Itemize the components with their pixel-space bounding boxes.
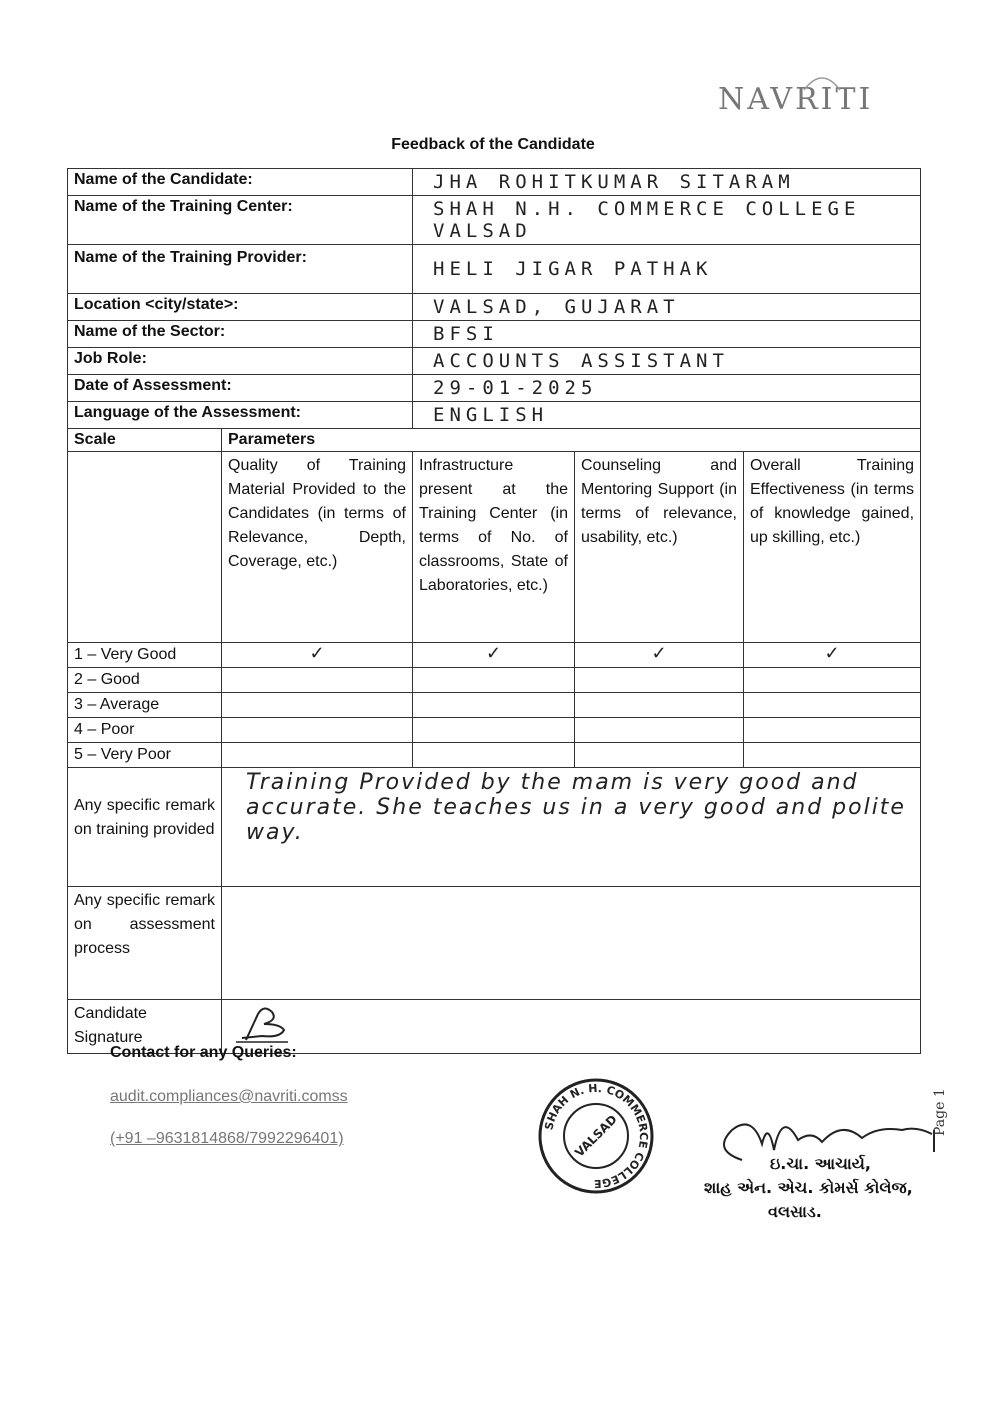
field-value: BFSI <box>413 321 921 348</box>
remarks-section <box>68 768 921 1054</box>
principal-line-3: વલસાડ. <box>768 1202 822 1221</box>
candidate-signature-image <box>228 1002 298 1046</box>
rating-cell <box>222 693 413 718</box>
field-row <box>68 169 921 196</box>
feedback-form-table <box>67 168 921 1054</box>
contact-title: Contact for any Queries: <box>110 1044 297 1061</box>
field-value: ACCOUNTS ASSISTANT <box>413 348 921 375</box>
rating-cell <box>744 693 921 718</box>
field-row <box>68 375 921 402</box>
field-value: HELI JIGAR PATHAK <box>413 245 921 294</box>
rating-cell <box>575 718 744 743</box>
field-label: Name of the Training Provider: <box>68 245 413 294</box>
field-value: ENGLISH <box>413 402 921 429</box>
rating-rows <box>68 643 921 768</box>
rating-cell <box>744 643 921 668</box>
rating-cell <box>575 643 744 668</box>
parameter-infrastructure: Infrastructure present at the Training Center (in terms of No. of classrooms, State of Laboratories, etc.) <box>413 452 575 643</box>
field-row <box>68 196 921 245</box>
svg-text:SHAH N. H. COMMERCE COLLEGE: SHAH N. H. COMMERCE COLLEGE <box>542 1081 651 1191</box>
rating-cell <box>413 668 575 693</box>
navriti-logo: NAVRITI <box>718 82 874 117</box>
training-remark-label: Any specific remark on training provided <box>68 768 222 887</box>
tick-mark-icon: ✓ <box>824 643 840 663</box>
field-row <box>68 294 921 321</box>
rating-cell <box>222 743 413 768</box>
rating-cell <box>575 668 744 693</box>
field-row <box>68 402 921 429</box>
field-label: Job Role: <box>68 348 413 375</box>
field-label: Location <city/state>: <box>68 294 413 321</box>
scale-row <box>68 693 921 718</box>
rating-cell <box>744 668 921 693</box>
scale-row <box>68 718 921 743</box>
field-label: Name of the Candidate: <box>68 169 413 196</box>
field-value: 29-01-2025 <box>413 375 921 402</box>
assessment-remark-label: Any specific remark on assessment process <box>68 887 222 1000</box>
rating-cell <box>222 668 413 693</box>
scale-blank-cell <box>68 452 222 643</box>
field-row <box>68 321 921 348</box>
scale-row <box>68 668 921 693</box>
college-seal <box>536 1076 656 1196</box>
candidate-details <box>68 169 921 429</box>
rating-grid <box>68 429 921 643</box>
rating-cell <box>222 643 413 668</box>
rating-cell <box>744 718 921 743</box>
field-label: Date of Assessment: <box>68 375 413 402</box>
scale-label: 5 – Very Poor <box>68 743 222 768</box>
tick-mark-icon: ✓ <box>485 643 502 663</box>
contact-phone[interactable]: (+91 –9631814868/7992296401) <box>110 1130 344 1147</box>
scale-label: 1 – Very Good <box>68 643 222 668</box>
parameter-overall: Overall Training Effectiveness (in terms of knowledge gained, up skilling, etc.) <box>744 452 921 643</box>
parameter-counseling: Counseling and Mentoring Support (in terms of relevance, usability, etc.) <box>575 452 744 643</box>
scale-row <box>68 743 921 768</box>
scale-header: Scale <box>68 429 222 452</box>
field-value: JHA ROHITKUMAR SITARAM <box>413 169 921 196</box>
candidate-signature-label: Candidate Signature <box>68 1000 222 1054</box>
field-row <box>68 245 921 294</box>
principal-line-1: ઇ.ચા. આચાર્ય, <box>770 1154 871 1173</box>
field-row <box>68 348 921 375</box>
page-number: Page 1 <box>932 1088 948 1136</box>
field-value: VALSAD, GUJARAT <box>413 294 921 321</box>
rating-cell <box>744 743 921 768</box>
assessment-remark-text <box>222 887 921 1000</box>
field-label: Name of the Training Center: <box>68 196 413 245</box>
tick-mark-icon: ✓ <box>309 643 325 663</box>
training-remark-text: Training Provided by the mam is very good and accurate. She teaches us in a very good and polite way. <box>222 768 921 887</box>
rating-cell <box>413 718 575 743</box>
rating-cell <box>413 693 575 718</box>
parameter-quality: Quality of Training Material Provided to the Candidates (in terms of Relevance, Depth, Coverage, etc.) <box>222 452 413 643</box>
scale-row <box>68 643 921 668</box>
rating-cell <box>575 693 744 718</box>
tick-mark-icon: ✓ <box>651 643 667 663</box>
field-value: SHAH N.H. COMMERCE COLLEGE VALSAD <box>413 196 921 245</box>
parameters-header: Parameters <box>222 429 921 452</box>
principal-designation <box>704 1152 913 1224</box>
contact-email-link[interactable]: audit.compliances@navriti.comss <box>110 1088 348 1105</box>
svg-text:VALSAD: VALSAD <box>572 1112 620 1160</box>
logo-arc-icon <box>800 70 844 94</box>
form-title: Feedback of the Candidate <box>391 136 595 153</box>
scale-label: 2 – Good <box>68 668 222 693</box>
principal-line-2: શાહ એન. એચ. કોમર્સ કોલેજ, <box>704 1178 913 1197</box>
scale-label: 4 – Poor <box>68 718 222 743</box>
scale-label: 3 – Average <box>68 693 222 718</box>
rating-cell <box>413 743 575 768</box>
field-label: Language of the Assessment: <box>68 402 413 429</box>
rating-cell <box>413 643 575 668</box>
field-label: Name of the Sector: <box>68 321 413 348</box>
candidate-signature-cell <box>222 1000 921 1054</box>
rating-cell <box>575 743 744 768</box>
rating-cell <box>222 718 413 743</box>
